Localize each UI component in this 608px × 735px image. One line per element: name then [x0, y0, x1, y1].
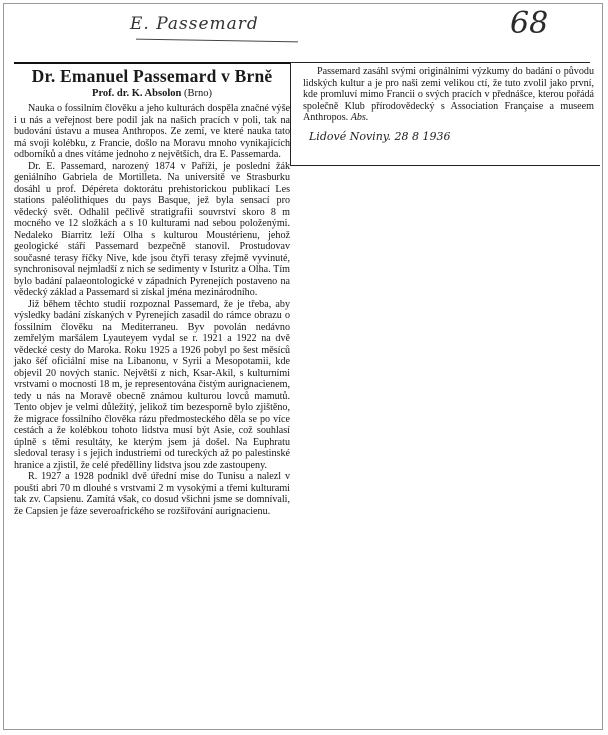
article-paragraph: Nauka o fossilním člověku a jeho kulturách dospěla značné výše i u nás a veřejnost bere podíl jak na našich pracích v poli, tak na budování ústavu a musea Anthropos. Ze zemí, ve které nauka tato má svoji kolébku, z Francie, došlo na Moravu mnoho vynikajících odborníků a dnes vítáme jednoho z největších, dra E. Passemarda. [14, 103, 290, 160]
handwritten-name-annotation: E. Passemard [130, 14, 259, 34]
article-byline [14, 87, 290, 100]
article-column-left [14, 62, 290, 517]
article-headline: Dr. Emanuel Passemard v Brně [31, 66, 273, 86]
author-name: K. Absolon [131, 88, 182, 99]
article-header [14, 62, 290, 100]
author-prefix: Prof. dr. [92, 88, 130, 99]
article-paragraph: Již během těchto studií rozpoznal Passemard, že je třeba, aby výsledky badání získaných v Pyrenejích zasadil do rámce obrazu o fossilním člověku na Mediterraneu. Byv povolán nedávno zemřelým maršálem Lyauteyem vydal se r. 1921 a 1922 na dvě vědecké cesty do Maroka. Roku 1925 a 1926 pobyl po šest měsíců jako šéf oficiální mise na Libanonu, v Syrii a Mesopotamii, kde objevil 20 nových stanic. Největší z nich, Ksar-Akil, s kulturními vrstvami o mocnosti 18 m, je representována čistým aurignacienem, tedy u nás na Moravě obecně známou kulturou lovců mamutů. Tento objev je velmi důležitý, jelikož tím bezespornĕ bylo zjištěno, že migrace fossilního člověka rázu předmosteckého děla se po více cestách a že kolébkou tohoto lidstva musí být Asie, což souhlasí úplně s těmi resultáty, ke kterým jsem já došel. Na Euphratu sledoval terasy i s jejich industriemi od tureckých až po palestinské hranice a zjistil, že celé předělliny lidstva jsou zde zastoupeny. [14, 298, 290, 471]
article-continuation [303, 66, 594, 124]
author-place: (Brno) [183, 88, 212, 99]
column-divider-top [290, 62, 590, 63]
article-paragraph: Dr. E. Passemard, narozený 1874 v Paříži, je poslední žák geniálního Gabriela de Mortilleta. Na universitě ve Strasburku dosáhl u prof. Dépéreta doktorátu prehistorickou publikací Les stations paléolithiques du pays Basque, jež byla sensací pro vědecký svět. Odhalil pečlivě stratigrafii souvrství skoro 8 m mocného ve 12 složkách a s 10 kulturami nad sebou položenými. Nedaleko Biarritz leží Olha s kulturou Moustérienu, jehož geologické stáří Passemard bezpečně stanovil. Prostudovav současné terasy říčky Nive, kde jsou čtyři terasy zřejmě vyvinuté, synchronisoval nejmladší z nich se sedimenty v Isturitz a Olha. Tím bylo badání palaeontologické v západních Pyrenejích postaveno na vědecký základ a Passemard si získal jména mezinárodního. [14, 160, 290, 298]
article-column-right [290, 62, 600, 166]
continuation-text: Passemard zasáhl svými originálními výzkumy do badání o původu lidských kultur a je pro naši zemi velikou ctí, že tuto zvolil jako první, kde promluví mimo Francii o svých pracích v přednášce, kterou pořádá společně Klub přírodovědecký s Association Française a museem Anthropos. [303, 66, 594, 123]
article-paragraph: R. 1927 a 1928 podnikl dvě úřední mise do Tunisu a nalezl v poušti abri 70 m dlouhé s vrstvami 2 m vysokými a třemi kulturami tak zv. Capsienu. Zamítá však, co dosud všichni jsme se domnívali, že Capsien je fáze severoafrického se rozšiřování aurignacienu. [14, 471, 290, 517]
continuation-mark: Abs. [350, 112, 369, 123]
handwritten-page-number: 68 [510, 6, 549, 41]
handwritten-source-note: Lidové Noviny. 28 8 1936 [309, 129, 451, 143]
